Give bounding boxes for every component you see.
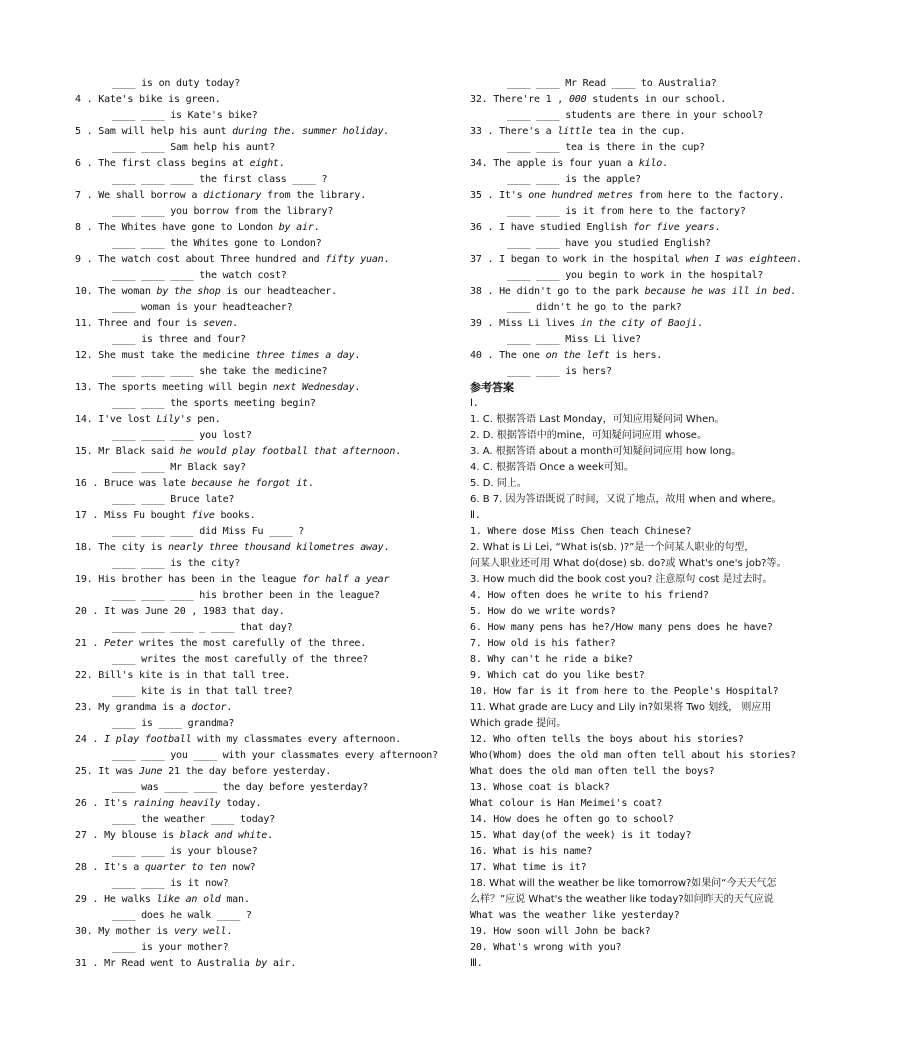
text-line [470,412,870,428]
text-line [470,188,870,204]
text-line [470,556,870,572]
blank-question-line [75,236,455,252]
line-text: 16 . Bruce was late [75,478,192,489]
line-text: 27 . My blouse is [75,830,180,841]
line-text: 17. What time is it? [470,862,587,873]
blank-question-line [75,140,455,156]
blank-question-line [75,428,455,444]
underlined-target-text: 000 [568,94,587,105]
line-text: with my classmates every afternoon. [191,734,401,745]
line-text: What was the weather like yesterday? [470,910,680,921]
blank-question-line [75,684,455,700]
text-line [75,764,455,780]
line-text: . [226,926,233,937]
line-text: 19. His brother has been in the league [75,574,302,585]
text-line [470,348,870,364]
line-text: 4. How often does he write to his friend? [470,590,709,601]
underlined-target-text: seven [203,318,233,329]
line-text: 6 . The first class begins at [75,158,250,169]
line-text: now? [226,862,256,873]
text-line [75,508,455,524]
blank-question-line [75,716,455,732]
text-line [470,396,870,412]
line-text: ____ ____ the sports meeting begin? [112,398,316,409]
underlined-target-text: like an old [156,894,221,905]
line-text: 20. What's wrong with you? [470,942,622,953]
line-text: 15. Mr Black said [75,446,180,457]
underlined-target-text: three times a day [255,350,355,361]
line-text: . [278,158,285,169]
blank-question-line [75,332,455,348]
text-line [470,92,870,108]
underlined-target-text: Lily's [156,414,192,425]
line-text: 21 the day before yesterday. [162,766,332,777]
line-text: 19. How soon will John be back? [470,926,651,937]
blank-question-line [470,76,870,92]
line-text: 1. C. 根据答语 Last Monday，可知应用疑问词 When。 [470,414,725,425]
line-text: writes the most carefully of the three. [133,638,367,649]
line-text: What does the old man often tell the boys? [470,766,715,777]
line-text: ____ ____ ____ _ ____ that day? [112,622,293,633]
underlined-target-text: during the. summer holiday. [232,126,390,137]
line-text: 6. How many pens has he?/How many pens does he have? [470,622,773,633]
line-text: . [313,222,320,233]
line-text: 12. Who often tells the boys about his stories? [470,734,744,745]
line-text: from the library. [261,190,367,201]
text-line [75,924,455,940]
blank-question-line [75,620,455,636]
line-text: ____ ____ Mr Black say? [112,462,246,473]
line-text: Who(Whom) does the old man often tell about his stories? [470,750,796,761]
line-text: ____ didn't he go to the park? [507,302,682,313]
line-text: 6. B 7. 因为答语既说了时间，又说了地点，故用 when and where。 [470,494,782,505]
line-text: is hers. [609,350,663,361]
underlined-target-text: kilo [638,158,663,169]
line-text: . [267,830,273,841]
line-text: 5. D. 同上。 [470,478,527,489]
text-line [75,412,455,428]
line-text: 36 . I have studied English [470,222,633,233]
line-text: ____ is your mother? [112,942,229,953]
blank-question-line [75,588,455,604]
text-line [470,220,870,236]
line-text: 25. It was [75,766,140,777]
blank-question-line [75,940,455,956]
right-column [470,76,870,972]
line-text: 34. The apple is four yuan a [470,158,639,169]
line-text: Which grade 提问。 [470,718,567,729]
blank-question-line [75,908,455,924]
underlined-target-text: by air [278,222,314,233]
blank-question-line [75,108,455,124]
text-line [75,540,455,556]
line-text: 12. She must take the medicine [75,350,256,361]
blank-question-line [75,204,455,220]
line-text: ____ ____ you ____ with your classmates every afternoon? [112,750,438,761]
underlined-target-text: by [255,958,268,969]
line-text: 13. Whose coat is black? [470,782,610,793]
blank-question-line [470,332,870,348]
underlined-target-text: nearly three thousand kilometres away [168,542,384,553]
line-text: ____ ____ is it from here to the factory? [507,206,746,217]
line-text: 24 . [75,734,105,745]
line-text: ____ ____ you begin to work in the hospital? [507,270,764,281]
blank-question-line [75,524,455,540]
text-line [470,828,870,844]
text-line [470,780,870,796]
text-line [75,220,455,236]
blank-question-line [75,748,455,764]
line-text: 问某人职业还可用 What do(dose) sb. do?或 What's one's job?等。 [470,558,787,569]
blank-question-line [470,204,870,220]
underlined-target-text: Peter [104,638,134,649]
text-line [75,828,455,844]
line-text: ____ ____ is Kate's bike? [112,110,258,121]
blank-question-line [470,300,870,316]
text-line [470,444,870,460]
line-text: 21 . [75,638,105,649]
line-text: . [354,382,361,393]
text-line [75,252,455,268]
line-text: ____ ____ ____ the watch cost? [112,270,287,281]
text-line [75,668,455,684]
text-line [470,684,870,700]
line-text: 28 . It's a [75,862,145,873]
underlined-target-text: quarter to ten [144,862,227,873]
underlined-target-text: fifty yuan [325,254,384,265]
text-line [470,636,870,652]
line-text: 13. The sports meeting will begin [75,382,273,393]
line-text: 10. How far is it from here to the People's Hospital? [470,686,779,697]
line-text: ____ ____ students are there in your school? [507,110,764,121]
line-text: from here to the factory. [633,190,785,201]
text-line [470,524,870,540]
line-text: tea in the cup. [592,126,686,137]
line-text: ____ writes the most carefully of the three? [112,654,369,665]
text-line [470,796,870,812]
line-text: ____ ____ Bruce late? [112,494,235,505]
blank-question-line [470,140,870,156]
blank-question-line [470,108,870,124]
line-text: . [232,318,238,329]
line-text: 22. Bill's kite is in that tall tree. [75,670,291,681]
line-text: 8 . The Whites have gone to London [75,222,279,233]
line-text: books. [214,510,256,521]
line-text: air. [267,958,297,969]
underlined-target-text: black and white [179,830,268,841]
text-line [470,252,870,268]
text-line [470,316,870,332]
text-line [75,700,455,716]
line-text: ____ ____ ____ his brother been in the league? [112,590,380,601]
line-text: ____ ____ ____ the first class ____ ? [112,174,328,185]
line-text: ____ ____ Miss Li live? [507,334,641,345]
line-text: ____ ____ is the city? [112,558,241,569]
line-text: . [383,254,390,265]
line-text: What colour is Han Meimei's coat? [470,798,663,809]
text-line [470,508,870,524]
text-line [75,636,455,652]
blank-question-line [75,780,455,796]
line-text: 18. The city is [75,542,169,553]
underlined-target-text: very well [173,926,227,937]
line-text: 11. What grade are Lucy and Lily in?如果将 Two 划线， 则应用 [470,702,772,713]
line-text: 11. Three and four is [75,318,204,329]
line-text: . [795,254,802,265]
underlined-target-text: I play football [104,734,192,745]
line-text: ____ is on duty today? [112,78,241,89]
line-text: 30. My mother is [75,926,174,937]
line-text: today. [220,798,262,809]
blank-question-line [75,396,455,412]
line-text: 4 . Kate's bike is green. [75,94,221,105]
underlined-target-text: by the shop [156,286,221,297]
line-text: ____ ____ tea is there in the cup? [507,142,705,153]
text-line [470,844,870,860]
underlined-target-text: doctor [191,702,227,713]
line-text: 5. How do we write words? [470,606,616,617]
line-text: ____ ____ you borrow from the library? [112,206,334,217]
line-text: 14. I've lost [75,414,157,425]
line-text: 35 . It's [470,190,529,201]
text-line [470,924,870,940]
line-text: ____ ____ Sam help his aunt? [112,142,275,153]
text-line [470,892,870,908]
line-text: 么样？”应说 What's the weather like today?如问昨天的天气应说 [470,894,774,905]
text-line [470,860,870,876]
underlined-target-text: five [191,510,215,521]
underlined-target-text: one hundred metres [528,190,633,201]
line-text: students in our school. [586,94,727,105]
line-text: ____ woman is your headteacher? [112,302,293,313]
underlined-target-text: for five years [632,222,715,233]
line-text: . [662,158,668,169]
blank-question-line [75,556,455,572]
text-line [470,748,870,764]
line-text: 33 . There's a [470,126,558,137]
text-line [75,444,455,460]
text-line [470,716,870,732]
line-text: ____ is three and four? [112,334,246,345]
text-line [75,284,455,300]
text-line [75,796,455,812]
left-column [75,76,455,972]
underlined-target-text: little [557,126,593,137]
section-heading [470,380,870,396]
blank-question-line [75,492,455,508]
underlined-target-text: in the city of Baoji [580,318,698,329]
blank-question-line [75,652,455,668]
line-text: ____ ____ ____ she take the medicine? [112,366,328,377]
line-text: 2. D. 根据答语中的mine，可知疑问词应用 whose。 [470,430,707,441]
text-line [470,956,870,972]
text-line [470,588,870,604]
line-text: . [714,222,721,233]
line-text: ____ ____ ____ did Miss Fu ____ ? [112,526,305,537]
text-line [470,124,870,140]
line-text: ____ ____ is the apple? [507,174,641,185]
line-text: 9 . The watch cost about Three hundred and [75,254,326,265]
text-line [470,284,870,300]
text-line [470,460,870,476]
line-text: 10. The woman [75,286,157,297]
line-text: man. [220,894,250,905]
text-line [470,812,870,828]
line-text: ____ the weather ____ today? [112,814,275,825]
blank-question-line [470,172,870,188]
line-text: ____ does he walk ____ ? [112,910,252,921]
line-text: . [697,318,703,329]
line-text: 20 . It was June 20 , 1983 that day. [75,606,285,617]
text-line [470,428,870,444]
text-line [470,764,870,780]
line-text: 2. What is Li Lei, “What is(sb. )?”是一个问某人职业的句型， [470,542,755,553]
underlined-target-text: on the left [545,350,610,361]
line-text: 26 . It's [75,798,134,809]
text-line [470,876,870,892]
line-text: ____ ____ have you studied English? [507,238,711,249]
blank-question-line [470,364,870,380]
text-line [75,860,455,876]
text-line [470,908,870,924]
line-text: . [395,446,401,457]
line-text: . [354,350,361,361]
line-text: 8. Why can't he ride a bike? [470,654,633,665]
blank-question-line [470,268,870,284]
line-text: ____ ____ ____ you lost? [112,430,252,441]
blank-question-line [75,812,455,828]
line-text: 38 . He didn't go to the park [470,286,645,297]
text-line [75,316,455,332]
underlined-target-text: for half a year [302,574,390,585]
text-line [75,380,455,396]
text-line [470,700,870,716]
text-line [75,892,455,908]
line-text: 3. How much did the book cost you? 注意原句 cost 是过去时。 [470,574,773,585]
line-text: 29 . He walks [75,894,157,905]
line-text: . [226,702,233,713]
blank-question-line [75,460,455,476]
line-text: 1. Where dose Miss Chen teach Chinese? [470,526,692,537]
line-text: 40 . The one [470,350,546,361]
text-line [470,604,870,620]
line-text: ____ ____ is your blouse? [112,846,258,857]
line-text: Ⅱ. [470,510,481,521]
underlined-target-text: when I was eighteen [685,254,796,265]
text-line [470,156,870,172]
blank-question-line [75,76,455,92]
text-line [75,604,455,620]
underlined-target-text: he would play football that afternoon [179,446,396,457]
underlined-target-text: next Wednesday [272,382,355,393]
line-text: 39 . Miss Li lives [470,318,581,329]
line-text: Ⅲ. [470,958,483,969]
line-text: . [383,542,390,553]
blank-question-line [75,364,455,380]
blank-question-line [75,300,455,316]
line-text: 17 . Miss Fu bought [75,510,192,521]
underlined-target-text: dictionary [203,190,262,201]
line-text: 14. How does he often go to school? [470,814,674,825]
text-line [75,188,455,204]
line-text: is our headteacher. [220,286,337,297]
text-line [75,348,455,364]
line-text: 参考答案 [470,381,514,394]
text-line [470,492,870,508]
text-line [75,156,455,172]
line-text: 15. What day(of the week) is it today? [470,830,692,841]
line-text: . [790,286,796,297]
underlined-target-text: eight [249,158,279,169]
underlined-target-text: June [139,766,163,777]
line-text: 3. A. 根据答语 about a month可知疑问词应用 how long。 [470,446,742,457]
text-line [75,92,455,108]
line-text: 9. Which cat do you like best? [470,670,645,681]
text-line [470,476,870,492]
line-text: 32. There're 1 , [470,94,569,105]
line-text: ____ was ____ ____ the day before yesterday? [112,782,369,793]
underlined-target-text: raining heavily [133,798,221,809]
text-line [470,668,870,684]
line-text: 18. What will the weather be like tomorrow?如果问“今天天气怎 [470,878,777,889]
line-text: ____ ____ Mr Read ____ to Australia? [507,78,717,89]
text-line [470,652,870,668]
underlined-target-text: because he was ill in bed [644,286,791,297]
blank-question-line [470,236,870,252]
blank-question-line [75,876,455,892]
line-text: 5 . Sam will help his aunt [75,126,233,137]
line-text: 37 . I began to work in the hospital [470,254,686,265]
line-text: ____ ____ is hers? [507,366,612,377]
line-text: Ⅰ. [470,398,479,409]
line-text: 4. C. 根据答语 Once a week可知。 [470,462,634,473]
text-line [75,572,455,588]
text-line [75,956,455,972]
text-line [470,540,870,556]
line-text: pen. [191,414,221,425]
line-text: 16. What is his name? [470,846,593,857]
text-line [75,732,455,748]
blank-question-line [75,844,455,860]
blank-question-line [75,268,455,284]
text-line [75,124,455,140]
text-line [470,732,870,748]
blank-question-line [75,172,455,188]
line-text: ____ ____ the Whites gone to London? [112,238,322,249]
text-line [75,476,455,492]
line-text: ____ ____ is it now? [112,878,229,889]
line-text: 7. How old is his father? [470,638,616,649]
line-text: ____ kite is in that tall tree? [112,686,293,697]
text-line [470,620,870,636]
line-text: ____ is ____ grandma? [112,718,235,729]
underlined-target-text: because he forgot it [191,478,308,489]
text-line [470,572,870,588]
text-line [470,940,870,956]
line-text: 23. My grandma is a [75,702,192,713]
line-text: . [307,478,314,489]
line-text: 7 . We shall borrow a [75,190,204,201]
line-text: 31 . Mr Read went to Australia [75,958,256,969]
